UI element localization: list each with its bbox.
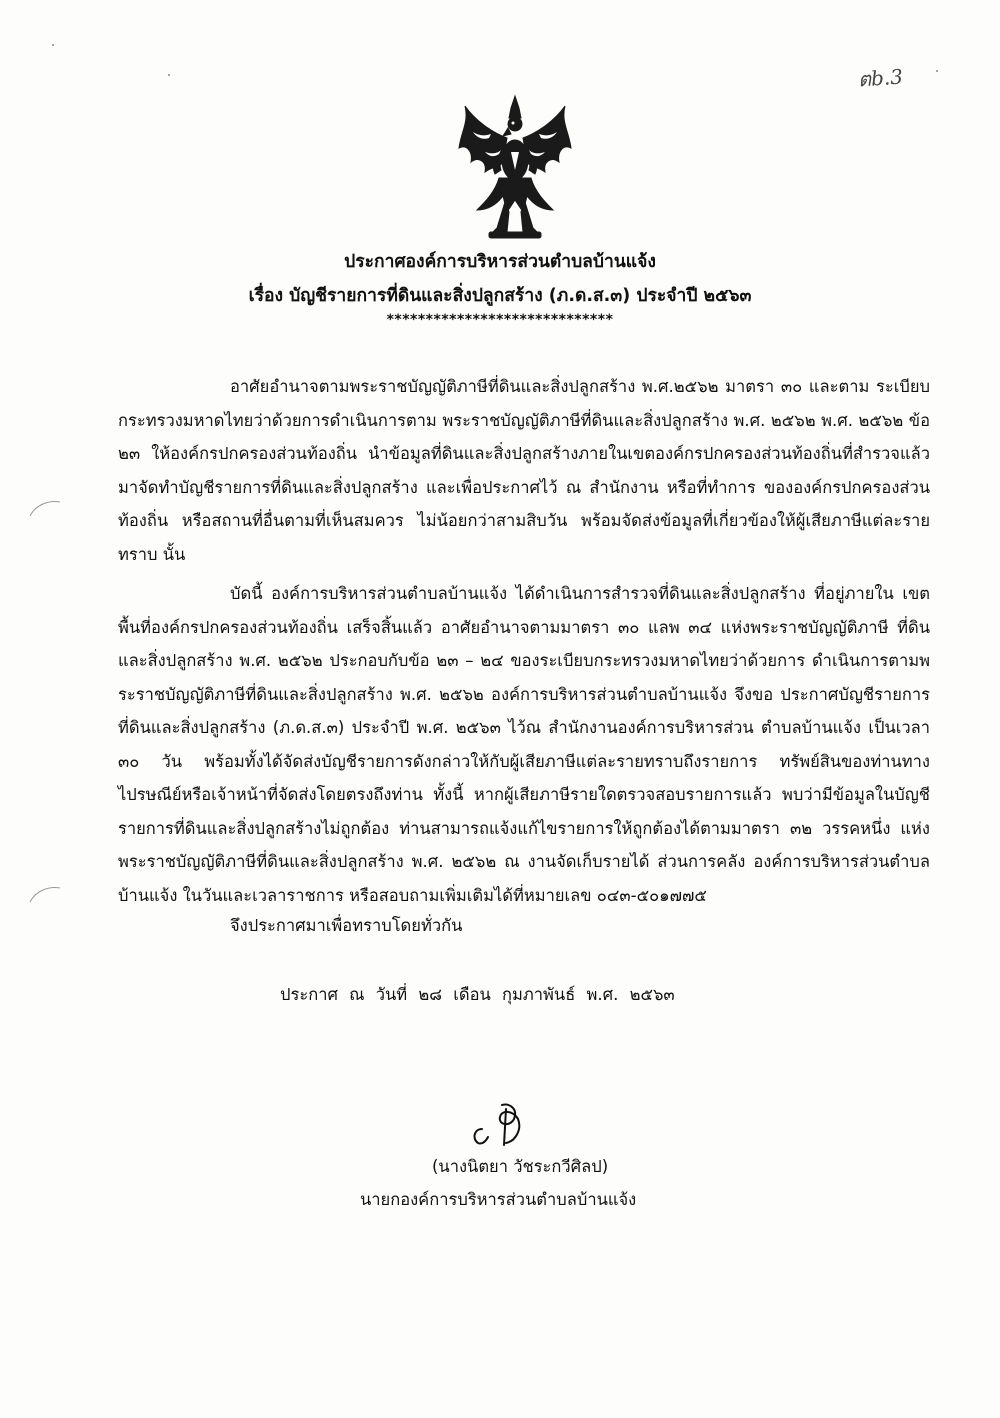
handwritten-corner-mark: ตb.3 (857, 64, 904, 92)
punch-hole-mark (28, 498, 62, 518)
punch-hole-mark (28, 884, 62, 904)
signer-name: (นางนิตยา วัชระกวีศิลป) (432, 1157, 609, 1176)
separator-line: ***************************** (386, 312, 614, 328)
body-paragraph-2: บัดนี้ องค์การบริหารส่วนตำบลบ้านแจ้ง ได้ดำเนินการสำรวจที่ดินและสิ่งปลูกสร้าง ที่อยู่ภายใน เขตพื้นที่องค์กรปกครองส่วนท้องถิ่น เสร็จสิ้นแล้ว อาศัยอำนาจตามมาตรา ๓๐ แลพ ๓๔ แห่งพระราชบัญญัติภาษี ที่ดินและสิ่งปลูกสร้าง พ.ศ. ๒๕๖๒ ประกอบกับข้อ ๒๓ – ๒๔ ของระเบียบกระทรวงมหาดไทยว่าด้วยการ ดำเนินการตามพระราชบัญญัติภาษีที่ดินและสิ่งปลูกสร้าง พ.ศ. ๒๕๖๒ องค์การบริหารส่วนตำบลบ้านแจ้ง จึงขอ ประกาศบัญชีรายการที่ดินและสิ่งปลูกสร้าง (ภ.ด.ส.๓) ประจำปี พ.ศ. ๒๕๖๓ ไว้ณ สำนักงานองค์การบริหารส่วน ตำบลบ้านแจ้ง เป็นเวลา ๓๐ วัน พร้อมทั้งได้จัดส่งบัญชีรายการดังกล่าวให้กับผู้เสียภาษีแต่ละรายทราบถึงรายการ ทรัพย์สินของท่านทางไปรษณีย์หรือเจ้าหน้าที่จัดส่งโดยตรงถึงท่าน ทั้งนี้ หากผู้เสียภาษีรายใดตรวจสอบรายการแล้ว พบว่ามีข้อมูลในบัญชีรายการที่ดินและสิ่งปลูกสร้างไม่ถูกต้อง ท่านสามารถแจ้งแก้ไขรายการให้ถูกต้องได้ตามมาตรา ๓๒ วรรคหนึ่ง แห่งพระราชบัญญัติภาษีที่ดินและสิ่งปลูกสร้าง พ.ศ. ๒๕๖๒ ณ งานจัดเก็บรายได้ ส่วนการคลัง องค์การบริหารส่วนตำบลบ้านแจ้ง ในวันและเวลาราชการ หรือสอบถามเพิ่มเติมได้ที่หมายเลข ๐๔๓-๕๐๑๗๗๕ (118, 584, 930, 905)
scan-speck (168, 74, 170, 76)
announcement-subject: เรื่อง บัญชีรายการที่ดินและสิ่งปลูกสร้าง (ภ.ด.ส.๓) ประจำปี ๒๕๖๓ (248, 286, 752, 306)
scan-speck (52, 44, 54, 46)
closing-statement: จึงประกาศมาเพื่อทราบโดยทั่วกัน (230, 916, 463, 935)
body-paragraph-1: อาศัยอำนาจตามพระราชบัญญัติภาษีที่ดินและสิ่งปลูกสร้าง พ.ศ.๒๕๖๒ มาตรา ๓๐ และตาม ระเบียบกระทรวงมหาดไทยว่าด้วยการดำเนินการตาม พระราชบัญญัติภาษีที่ดินและสิ่งปลูกสร้าง พ.ศ. ๒๕๖๒ พ.ศ. ๒๕๖๒ ข้อ ๒๓ ให้องค์กรปกครองส่วนท้องถิ่น นำข้อมูลที่ดินและสิ่งปลูกสร้างภายในเขตองค์กรปกครองส่วนท้องถิ่นที่สำรวจแล้ว มาจัดทำบัญชีรายการที่ดินและสิ่งปลูกสร้าง และเพื่อประกาศไว้ ณ สำนักงาน หรือที่ทำการ ขององค์กรปกครองส่วนท้องถิ่น หรือสถานที่อื่นตามที่เห็นสมควร ไม่น้อยกว่าสามสิบวัน พร้อมจัดส่งข้อมูลที่เกี่ยวข้องให้ผู้เสียภาษีแต่ละรายทราบ นั้น (118, 377, 930, 564)
announcement-title: ประกาศองค์การบริหารส่วนตำบลบ้านแจ้ง (344, 252, 656, 272)
signer-position: นายกองค์การบริหารส่วนตำบลบ้านแจ้ง (360, 1190, 637, 1209)
announcement-date: ประกาศ ณ วันที่ ๒๘ เดือน กุมภาพันธ์ พ.ศ. ๒๕๖๓ (280, 985, 675, 1004)
garuda-emblem-icon (455, 92, 575, 242)
scan-speck (936, 70, 938, 72)
handwritten-signature (462, 1095, 542, 1155)
